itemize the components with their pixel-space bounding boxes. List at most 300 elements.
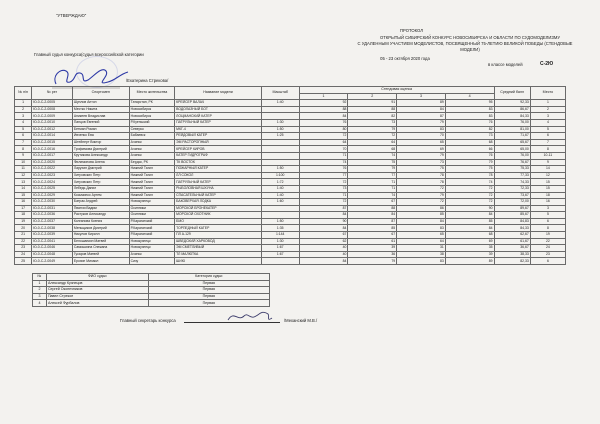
score-judge-1: 64 — [299, 139, 348, 146]
judge-category: Первая — [148, 280, 269, 287]
table-row — [15, 133, 566, 140]
score-judge-3: 78 — [397, 179, 446, 186]
table-row — [15, 245, 566, 252]
registration-number: Ю-0-С-2-0017 — [32, 152, 73, 159]
registration-number: Ю-0-С-2-0025 — [32, 185, 73, 192]
score-judge-2: 61 — [348, 238, 397, 245]
rank-place: 5 — [530, 212, 565, 219]
athlete-name: Колганова Ксения — [72, 218, 129, 225]
model-name: ПЛ А-129 — [175, 232, 262, 239]
athlete-name: Хитровских Петр — [72, 179, 129, 186]
model-name: ВОДОЛАЗНЫЙ БОТ — [175, 106, 262, 113]
score-judge-1: 84 — [299, 225, 348, 232]
model-name: МОРСКОЙ ОХОТНИК — [175, 212, 262, 219]
table-row — [15, 172, 566, 179]
score-judge-3: 31 — [397, 245, 446, 252]
registration-number: Ю-0-С-2-0037 — [32, 218, 73, 225]
athlete-name: Бетман Роман — [72, 126, 129, 133]
athlete-city: Сизу — [129, 258, 174, 265]
registration-number: Ю-0-С-2-0031 — [32, 205, 73, 212]
athlete-city: Новосибирск — [129, 106, 174, 113]
average-score: 76,67 — [494, 159, 530, 166]
model-name: МКГ-4 — [175, 126, 262, 133]
score-judge-3: 75 — [397, 166, 446, 173]
judge-number: 2 — [33, 287, 47, 294]
score-judge-3: 72 — [397, 185, 446, 192]
score-judge-3: 64 — [397, 238, 446, 245]
score-judge-3: 79 — [397, 152, 446, 159]
score-judge-1: 72 — [299, 199, 348, 206]
model-scale — [261, 146, 299, 153]
athlete-name: Самошкина Снежана — [72, 245, 129, 252]
model-name: ТК ВОСТОК — [175, 159, 262, 166]
registration-number: Ю-0-С-2-0036 — [32, 212, 73, 219]
athlete-city: Северск — [129, 126, 174, 133]
score-judge-2: 72 — [348, 133, 397, 140]
row-number: 1 — [15, 100, 32, 107]
score-judge-1: 80 — [299, 126, 348, 133]
model-name: ЭМ РАСТОРОПНЫЙ — [175, 139, 262, 146]
average-score: 76,00 — [494, 119, 530, 126]
score-judge-2: 74 — [348, 152, 397, 159]
average-score: 73,67 — [494, 192, 530, 199]
score-judge-3: 89 — [397, 100, 446, 107]
header-judge-1: 1 — [299, 93, 348, 100]
model-scale — [261, 159, 299, 166]
judge-name: Алексей Фурбалов — [46, 300, 148, 307]
protocol-dates: 05 - 23 октября 2020 года — [380, 56, 430, 61]
model-scale: 1:25 — [261, 133, 299, 140]
score-judge-2: 88 — [348, 106, 397, 113]
row-number: 14 — [15, 185, 32, 192]
registration-number: Ю-0-С-2-0024 — [32, 179, 73, 186]
score-judge-2: 87 — [348, 218, 397, 225]
average-score: 74,33 — [494, 179, 530, 186]
rank-place: 18 — [530, 192, 565, 199]
rank-place: 3 — [530, 113, 565, 120]
table-row — [15, 106, 566, 113]
athlete-city: Нижний Тагил — [129, 179, 174, 186]
score-judge-2: 91 — [348, 100, 397, 107]
score-judge-2: 68 — [348, 146, 397, 153]
rank-place: 10-11 — [530, 152, 565, 159]
protocol-title: ПРОТОКОЛ — [400, 28, 423, 33]
rank-place: 8 — [530, 225, 565, 232]
average-score: 92,33 — [494, 100, 530, 107]
model-scale: 1:50 — [261, 126, 299, 133]
score-judge-4: 84 — [445, 212, 494, 219]
model-scale — [261, 113, 299, 120]
registration-number: Ю-0-С-2-0012 — [32, 126, 73, 133]
model-scale — [261, 152, 299, 159]
class-label: в классе моделей — [488, 62, 523, 67]
table-row — [15, 100, 566, 107]
table-row — [15, 126, 566, 133]
model-name: КАТЕР ГИДРОГРАФ — [175, 152, 262, 159]
header-average: Средний балл — [494, 87, 530, 100]
average-score: 89,67 — [494, 205, 530, 212]
rank-place: 8 — [530, 146, 565, 153]
model-name: ТОРПЕДНЫЙ КАТЕР — [175, 225, 262, 232]
judges-header-name: ФИО судьи — [46, 274, 148, 281]
athlete-name: Гусаров Матвей — [72, 251, 129, 258]
judge-number: 4 — [33, 300, 47, 307]
protocol-line-2: С УДАЛЕННЫМ УЧАСТИЕМ МОДЕЛИСТОВ, ПОСВЯЩЕННЫЙ 75-ЛЕТИЮ ВЕЛИКОЙ ПОБЕДЫ (СТЕНДОВЫЕ — [357, 41, 573, 46]
rank-place: 2 — [530, 106, 565, 113]
athlete-city: Бердск, РК — [129, 159, 174, 166]
table-row — [15, 192, 566, 199]
row-number: 11 — [15, 166, 32, 173]
average-score: 65,00 — [494, 146, 530, 153]
model-scale: 1:67 — [261, 251, 299, 258]
model-name: ПАТРУЛЬНЫЙ КАТЕР — [175, 179, 262, 186]
row-number: 22 — [15, 238, 32, 245]
score-judge-2: 77 — [348, 172, 397, 179]
athlete-name: Аникеев Владислав — [72, 113, 129, 120]
table-row — [15, 212, 566, 219]
model-scale: 1:50 — [261, 166, 299, 173]
model-name: ШВЕДСКИЙ ХАРКОВОД — [175, 238, 262, 245]
table-row — [15, 205, 566, 212]
secretary-signature — [226, 306, 274, 326]
registration-number: Ю-0-С-2-0010 — [32, 119, 73, 126]
score-judge-1: 73 — [299, 185, 348, 192]
athlete-city: Осинники — [129, 212, 174, 219]
header-reg: № рег — [32, 87, 73, 100]
average-score: 75,33 — [494, 166, 530, 173]
rank-place: 6 — [530, 133, 565, 140]
model-scale — [261, 205, 299, 212]
registration-number: Ю-0-С-2-0029 — [32, 192, 73, 199]
row-number: 5 — [15, 126, 32, 133]
athlete-city: Нижний Тагил — [129, 185, 174, 192]
score-judge-1: 92 — [299, 100, 348, 107]
score-judge-3: 65 — [397, 232, 446, 239]
athlete-name: Ларухин Дмитрий — [72, 166, 129, 173]
athlete-city: Татарстан, РК — [129, 100, 174, 107]
table-row — [15, 152, 566, 159]
score-judge-4: 78 — [445, 172, 494, 179]
score-judge-4: 79 — [445, 159, 494, 166]
row-number: 4 — [15, 119, 32, 126]
athlete-city: Новокузнецк — [129, 199, 174, 206]
rank-place: 15 — [530, 185, 565, 192]
registration-number: Ю-0-С-2-0046 — [32, 245, 73, 252]
row-number: 19 — [15, 218, 32, 225]
score-judge-4: 69 — [445, 238, 494, 245]
registration-number: Ю-0-С-2-0005 — [32, 100, 73, 107]
score-judge-4: 74 — [445, 179, 494, 186]
judges-header-category: Категория судьи — [148, 274, 269, 281]
judge-row — [33, 280, 270, 287]
registration-number: Ю-0-С-2-0020 — [32, 159, 73, 166]
row-number: 23 — [15, 245, 32, 252]
model-scale — [261, 139, 299, 146]
registration-number: Ю-0-С-2-0048 — [32, 251, 73, 258]
score-judge-2: 36 — [348, 251, 397, 258]
athlete-name: Косьминко Артем — [72, 192, 129, 199]
judge-category: Первая — [148, 287, 269, 294]
row-number: 17 — [15, 205, 32, 212]
secretary-label: Главный секретарь конкурса — [120, 318, 176, 323]
score-judge-1: 71 — [299, 192, 348, 199]
judge-row — [33, 287, 270, 294]
score-judge-4: 68 — [445, 139, 494, 146]
score-judge-3: 83 — [397, 126, 446, 133]
score-judge-2: 67 — [348, 199, 397, 206]
rank-place: 6 — [530, 258, 565, 265]
score-judge-1: 84 — [299, 212, 348, 219]
table-row — [15, 185, 566, 192]
model-scale — [261, 258, 299, 265]
athlete-city: Ачинск — [129, 139, 174, 146]
table-row — [15, 146, 566, 153]
athlete-name: Никулов Кирилл — [72, 232, 129, 239]
score-judge-2: 82 — [348, 113, 397, 120]
model-scale: 1:60 — [261, 199, 299, 206]
athlete-name: Ивченко Ева — [72, 133, 129, 140]
header-scale: Масштаб — [261, 87, 299, 100]
judge-number: 1 — [33, 280, 47, 287]
score-judge-1: 84 — [299, 258, 348, 265]
model-name: РЫБОЛОВНАЯ ШХУНА — [175, 185, 262, 192]
score-judge-4: 82 — [445, 126, 494, 133]
table-row — [15, 119, 566, 126]
registration-number: Ю-0-С-2-0038 — [32, 225, 73, 232]
average-score: 61,67 — [494, 238, 530, 245]
header-judge-3: 3 — [397, 93, 446, 100]
model-scale: 1:35 — [261, 225, 299, 232]
score-judge-4: 83 — [445, 106, 494, 113]
average-score: 62,67 — [494, 232, 530, 239]
header-athlete: Спортсмен — [72, 87, 129, 100]
model-name: ПОЖАРНЫЙ КАТЕР — [175, 166, 262, 173]
rank-place: 19 — [530, 232, 565, 239]
athlete-city: Р.Карагатский — [129, 225, 174, 232]
registration-number: Ю-0-С-2-0022 — [32, 166, 73, 173]
score-judge-4: 68 — [445, 232, 494, 239]
table-row — [15, 225, 566, 232]
score-judge-1: 72 — [299, 179, 348, 186]
score-judge-4: 35 — [445, 245, 494, 252]
score-judge-2: 71 — [348, 185, 397, 192]
athlete-name: Штейнерт Виктор — [72, 139, 129, 146]
registration-number: Ю-0-С-2-0015 — [32, 139, 73, 146]
athlete-name: Меньщиков Дмитрий — [72, 225, 129, 232]
table-row — [15, 251, 566, 258]
score-judge-4: 72 — [445, 192, 494, 199]
model-name: ЛОЦМАНСКИЙ КАТЕР — [175, 113, 262, 120]
model-name: КРЕЙСЕР ВАЛАЧ — [175, 100, 262, 107]
score-judge-4: 76 — [445, 119, 494, 126]
registration-number: Ю-0-С-2-0041 — [32, 238, 73, 245]
athlete-city: Ачинск — [129, 152, 174, 159]
score-judge-3: 79 — [397, 119, 446, 126]
score-judge-1: 88 — [299, 106, 348, 113]
score-judge-2: 64 — [348, 139, 397, 146]
results-table — [14, 86, 566, 265]
score-judge-4: 95 — [445, 100, 494, 107]
score-judge-4: 72 — [445, 199, 494, 206]
score-judge-2: 39 — [348, 245, 397, 252]
athlete-name: Пванчи Вадим — [72, 205, 129, 212]
model-name: ЛЛ СОКОЛ — [175, 172, 262, 179]
athlete-name: Местко Никита — [72, 106, 129, 113]
model-name: ТЛ МАЛЮТКА — [175, 251, 262, 258]
model-scale: 1:30 — [261, 119, 299, 126]
athlete-city: Р.Куеньский — [129, 119, 174, 126]
table-row — [15, 159, 566, 166]
average-score: 86,67 — [494, 106, 530, 113]
model-name: ШИЮ — [175, 258, 262, 265]
class-code: С-2Ю — [540, 61, 554, 67]
score-judge-3: 38 — [397, 251, 446, 258]
score-judge-3: 84 — [397, 218, 446, 225]
model-scale — [261, 212, 299, 219]
rank-place: 4 — [530, 119, 565, 126]
score-judge-2: 71 — [348, 179, 397, 186]
judge-category: Первая — [148, 293, 269, 300]
average-score: 84,33 — [494, 225, 530, 232]
table-row — [15, 199, 566, 206]
score-judge-4: 72 — [445, 185, 494, 192]
row-number: 15 — [15, 192, 32, 199]
rank-place: 16 — [530, 199, 565, 206]
row-number: 20 — [15, 225, 32, 232]
average-score: 72,33 — [494, 185, 530, 192]
model-scale: 1:30 — [261, 238, 299, 245]
athlete-name: Растуков Александр — [72, 212, 129, 219]
row-number: 9 — [15, 152, 32, 159]
average-score: 81,00 — [494, 126, 530, 133]
score-judge-1: 62 — [299, 238, 348, 245]
score-judge-2: 67 — [348, 232, 397, 239]
header-place: Место жительства — [129, 87, 174, 100]
model-scale: 1:50 — [261, 218, 299, 225]
score-judge-1: 40 — [299, 251, 348, 258]
average-score: 85,67 — [494, 212, 530, 219]
score-judge-4: 66 — [445, 146, 494, 153]
score-judge-3: 79 — [397, 192, 446, 199]
model-name: КРЕЙСЕР КИРОВ — [175, 146, 262, 153]
row-number: 7 — [15, 139, 32, 146]
rank-place: 1 — [530, 100, 565, 107]
rank-place: 12 — [530, 172, 565, 179]
header-model: Название модели — [175, 87, 262, 100]
athlete-city: Новокузнецк — [129, 245, 174, 252]
chief-judge-line: Главный судья конкурса(судья всероссийской категории — [34, 52, 144, 57]
row-number: 25 — [15, 258, 32, 265]
athlete-name: Шуплов Антон — [72, 100, 129, 107]
score-judge-3: 86 — [397, 205, 446, 212]
athlete-name: Ерохин Михаил — [72, 258, 129, 265]
judge-number: 3 — [33, 293, 47, 300]
model-name: БМО — [175, 218, 262, 225]
table-row — [15, 238, 566, 245]
header-num: № п/п — [15, 87, 32, 100]
score-judge-1: 84 — [299, 113, 348, 120]
model-scale: 1:67 — [261, 245, 299, 252]
rank-place: 7 — [530, 139, 565, 146]
rank-place: 9 — [530, 159, 565, 166]
registration-number: Ю-0-С-2-0008 — [32, 106, 73, 113]
athlete-city: Нижний Тагил — [129, 166, 174, 173]
score-judge-2: 75 — [348, 159, 397, 166]
score-judge-4: 83 — [445, 113, 494, 120]
score-judge-4: 39 — [445, 251, 494, 258]
average-score: 84,83 — [494, 218, 530, 225]
rank-place: 3 — [530, 205, 565, 212]
registration-number: Ю-0-С-2-0023 — [32, 172, 73, 179]
score-judge-1: 90 — [299, 218, 348, 225]
score-judge-2: 79 — [348, 126, 397, 133]
score-judge-1: 74 — [299, 159, 348, 166]
model-name: БАКОВЕРХАЯ ЛОДКА — [175, 199, 262, 206]
score-judge-1: 40 — [299, 245, 348, 252]
model-scale: 1:72 — [261, 179, 299, 186]
row-number: 16 — [15, 199, 32, 206]
athlete-city: Бабаевск — [129, 133, 174, 140]
judge-name: Павел Стрекое — [46, 293, 148, 300]
score-judge-3: 85 — [397, 212, 446, 219]
score-judge-4: 73 — [445, 133, 494, 140]
score-judge-3: 78 — [397, 172, 446, 179]
score-judge-3: 83 — [397, 258, 446, 265]
table-row — [15, 232, 566, 239]
model-scale: 1:144 — [261, 232, 299, 239]
row-number: 10 — [15, 159, 32, 166]
table-row — [15, 258, 566, 265]
rank-place: 24 — [530, 245, 565, 252]
athlete-name: Крутикова Александр — [72, 152, 129, 159]
athlete-name: Трофимова Дмитрий — [72, 146, 129, 153]
score-judge-1: 67 — [299, 232, 348, 239]
score-judge-3: 69 — [397, 146, 446, 153]
protocol-line-3: МОДЕЛИ) — [460, 47, 480, 52]
score-judge-1: 76 — [299, 119, 348, 126]
row-number: 6 — [15, 133, 32, 140]
row-number: 2 — [15, 106, 32, 113]
judge-name: Сергей Оконечников — [46, 287, 148, 294]
athlete-city: Ачинск — [129, 146, 174, 153]
table-row — [15, 166, 566, 173]
athlete-city: Р.Карагатский — [129, 232, 174, 239]
score-judge-3: 83 — [397, 225, 446, 232]
judge-name: Александр Кузнецов — [46, 280, 148, 287]
score-judge-1: 70 — [299, 146, 348, 153]
header-judge-2: 2 — [348, 93, 397, 100]
row-number: 21 — [15, 232, 32, 239]
registration-number: Ю-0-С-2-0014 — [32, 133, 73, 140]
athlete-name: Хитровских Петр — [72, 172, 129, 179]
model-name: ПАТРУЛЬНЫЙ КАТЕР — [175, 119, 262, 126]
average-score: 72,00 — [494, 199, 530, 206]
score-judge-4: 75 — [445, 166, 494, 173]
score-judge-3: 73 — [397, 159, 446, 166]
judge-category: Первая — [148, 300, 269, 307]
score-judge-2: 88 — [348, 205, 397, 212]
model-name: ЭМ СМЕТЛИВЫЙ — [175, 245, 262, 252]
score-judge-2: 84 — [348, 212, 397, 219]
protocol-line-1: ОТКРЫТЫЙ СИБИРСКИЙ КОНКУРС НОВОСИБИРСКА И ОБЛАСТИ ПО СУДОМОДЕЛИЗМУ — [379, 35, 561, 40]
score-judge-3: 65 — [397, 139, 446, 146]
row-number: 12 — [15, 172, 32, 179]
registration-number: Ю-0-С-2-0009 — [32, 113, 73, 120]
athlete-city: Осинники — [129, 205, 174, 212]
score-judge-2: 74 — [348, 192, 397, 199]
average-score: 65,67 — [494, 139, 530, 146]
score-judge-4: 89 — [445, 258, 494, 265]
